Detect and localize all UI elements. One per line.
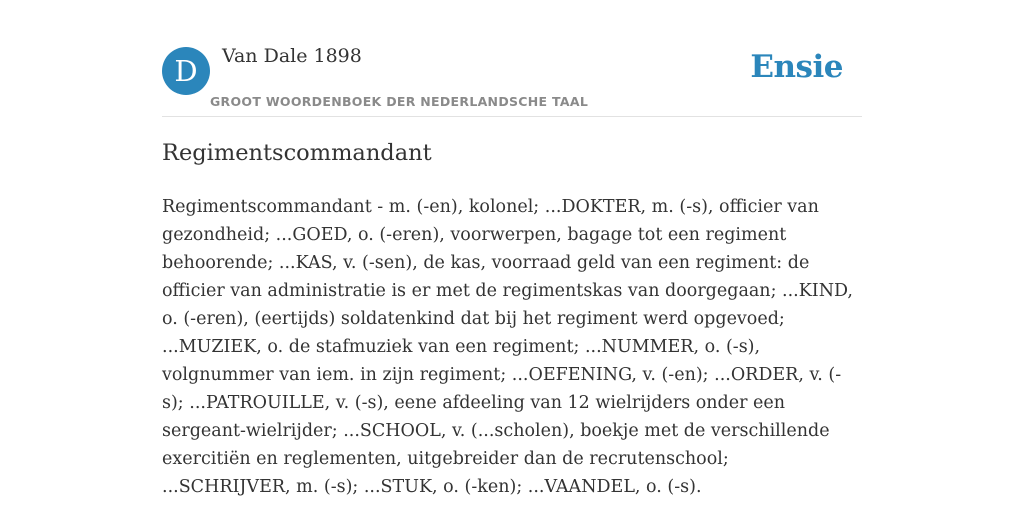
ensie-logo[interactable]: Ensie	[750, 49, 843, 85]
dictionary-title[interactable]: Van Dale 1898	[222, 45, 362, 67]
dictionary-header	[162, 0, 862, 117]
headword: Regimentscommandant	[162, 140, 432, 166]
dictionary-subtitle: GROOT WOORDENBOEK DER NEDERLANDSCHE TAAL	[210, 94, 589, 109]
entry-page	[162, 0, 862, 497]
definition-text: Regimentscommandant - m. (-en), kolonel; ...DOKTER, m. (-s), officier van gezondheid; ...GOED, o. (-eren), voorwerpen, bagage tot een regiment behoorende; ...KAS, v. (-sen), de kas, voorraad geld van een regiment: de officier van administratie is er met de regimentskas van doorgegaan; ...KIND, o. (-eren), (eertijds) soldatenkind dat bij het regiment werd opgevoed; ...MUZIEK, o. de stafmuziek van een regiment; ...NUMMER, o. (-s), volgnummer van iem. in zijn regiment; ...OEFENING, v. (-en); ...ORDER, v. (-s); ...PATROUILLE, v. (-s), eene afdeeling van 12 wielrijders onder een sergeant-wielrijder; ...SCHOOL, v. (...scholen), boekje met de verschillende exercitiën en reglementen, uitgebreider dan de recrutenschool; ...SCHRIJVER, m. (-s); ...STUK, o. (-ken); ...VAANDEL, o. (-s).	[162, 197, 853, 497]
dictionary-avatar[interactable]: D	[162, 47, 210, 95]
